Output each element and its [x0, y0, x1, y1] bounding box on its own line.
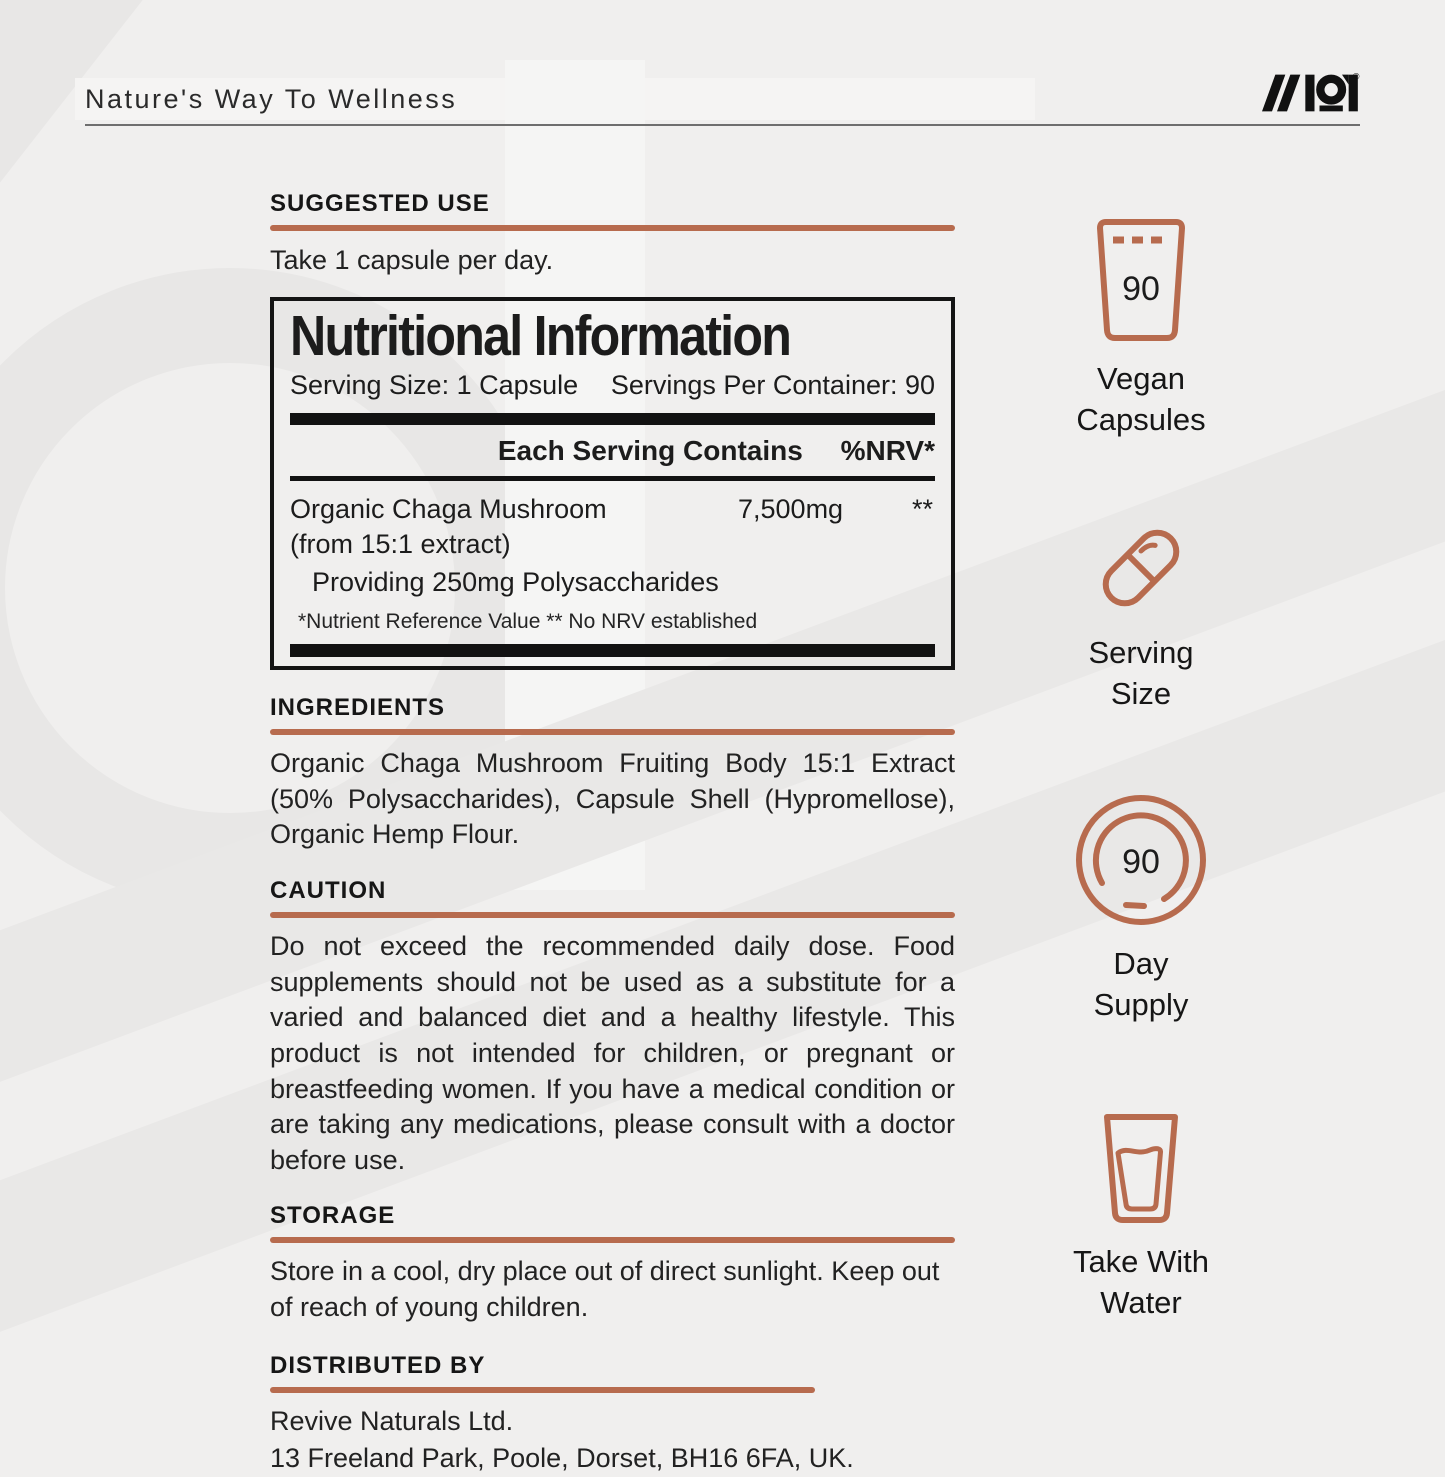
nutritional-information-panel: [270, 297, 955, 671]
nutrition-footnote: *Nutrient Reference Value ** No NRV established: [298, 610, 758, 634]
nutrient-amount: 7,500mg: [738, 493, 844, 524]
badge-label-line2: Size: [1110, 675, 1172, 711]
capsule-icon: [1093, 520, 1189, 616]
caution-heading: CAUTION: [270, 877, 387, 905]
distributed-by-heading: DISTRIBUTED BY: [270, 1351, 486, 1379]
brand-logo: [1262, 70, 1362, 121]
suggested-use-underline: [270, 225, 955, 231]
badge-day-supply: [1016, 793, 1266, 1026]
ingredients-heading: INGREDIENTS: [270, 694, 446, 722]
water-glass-icon: [1101, 1113, 1181, 1225]
nrv-header-label: %NRV*: [840, 434, 935, 466]
label-main-column: [270, 0, 955, 1477]
ingredients-underline: [270, 729, 955, 735]
nutrition-title: Nutritional Information: [290, 303, 791, 368]
nutrient-name-sub: (from 15:1 extract): [290, 528, 511, 559]
distributor-name: Revive Naturals Ltd.: [270, 1405, 514, 1436]
badge-take-with-water: [1016, 1113, 1266, 1324]
servings-per-container: Servings Per Container: 90: [610, 369, 935, 400]
svg-text:®: ®: [1352, 71, 1360, 82]
caution-text: Do not exceed the recommended daily dose. Food supplements should not be used as a substitute for a varied and balanced diet and a healthy lifestyle. This product is not intended for children, or pregnant or breastfeeding women. If you have a medical condition or are taking any medications, please consult with a doctor before use.: [270, 931, 955, 1175]
nutrient-name: Organic Chaga Mushroom: [290, 493, 607, 524]
badge-label-line1: Day: [1113, 946, 1169, 981]
badge-label-line2: Capsules: [1076, 401, 1206, 437]
brand-tagline: Nature's Way To Wellness: [85, 84, 458, 114]
suggested-use-heading: SUGGESTED USE: [270, 190, 490, 217]
storage-text: Store in a cool, dry place out of direct sunlight. Keep out of reach of young children.: [270, 1256, 940, 1323]
distributor-address: 13 Freeland Park, Poole, Dorset, BH16 6FA, UK.: [270, 1443, 854, 1474]
nutrient-nrv-value: **: [911, 493, 933, 524]
badge-label-line1: Take With: [1072, 1244, 1210, 1279]
nutrient-providing: Providing 250mg Polysaccharides: [312, 567, 719, 598]
ingredients-text: Organic Chaga Mushroom Fruiting Body 15:1 Extract (50% Polysaccharides), Capsule Shell (Hypromellose), Organic Hemp Flour.: [270, 748, 955, 850]
badge-label-line2: Supply: [1093, 986, 1189, 1022]
suggested-use-text: Take 1 capsule per day.: [270, 245, 554, 275]
badge-label-line1: Serving: [1088, 635, 1194, 670]
storage-underline: [270, 1237, 955, 1243]
day-supply-value: 90: [1122, 843, 1160, 881]
badge-label-line2: Water: [1100, 1284, 1182, 1320]
each-serving-contains-label: Each Serving Contains: [497, 434, 803, 466]
nutrition-thick-bar-bottom: [290, 644, 935, 657]
nutrition-thick-bar-top: [290, 413, 935, 425]
watermark-slash: [0, 0, 186, 307]
distributed-by-underline: [270, 1387, 815, 1393]
badge-label-line1: Vegan: [1097, 361, 1185, 396]
serving-size: Serving Size: 1 Capsule: [290, 369, 579, 400]
storage-heading: STORAGE: [270, 1202, 396, 1230]
badge-vegan-capsules: [1016, 218, 1266, 441]
badge-serving-size: [1016, 520, 1266, 715]
101-logo-icon: [1262, 70, 1362, 116]
caution-underline: [270, 912, 955, 918]
capsule-count-value: 90: [1122, 270, 1160, 308]
